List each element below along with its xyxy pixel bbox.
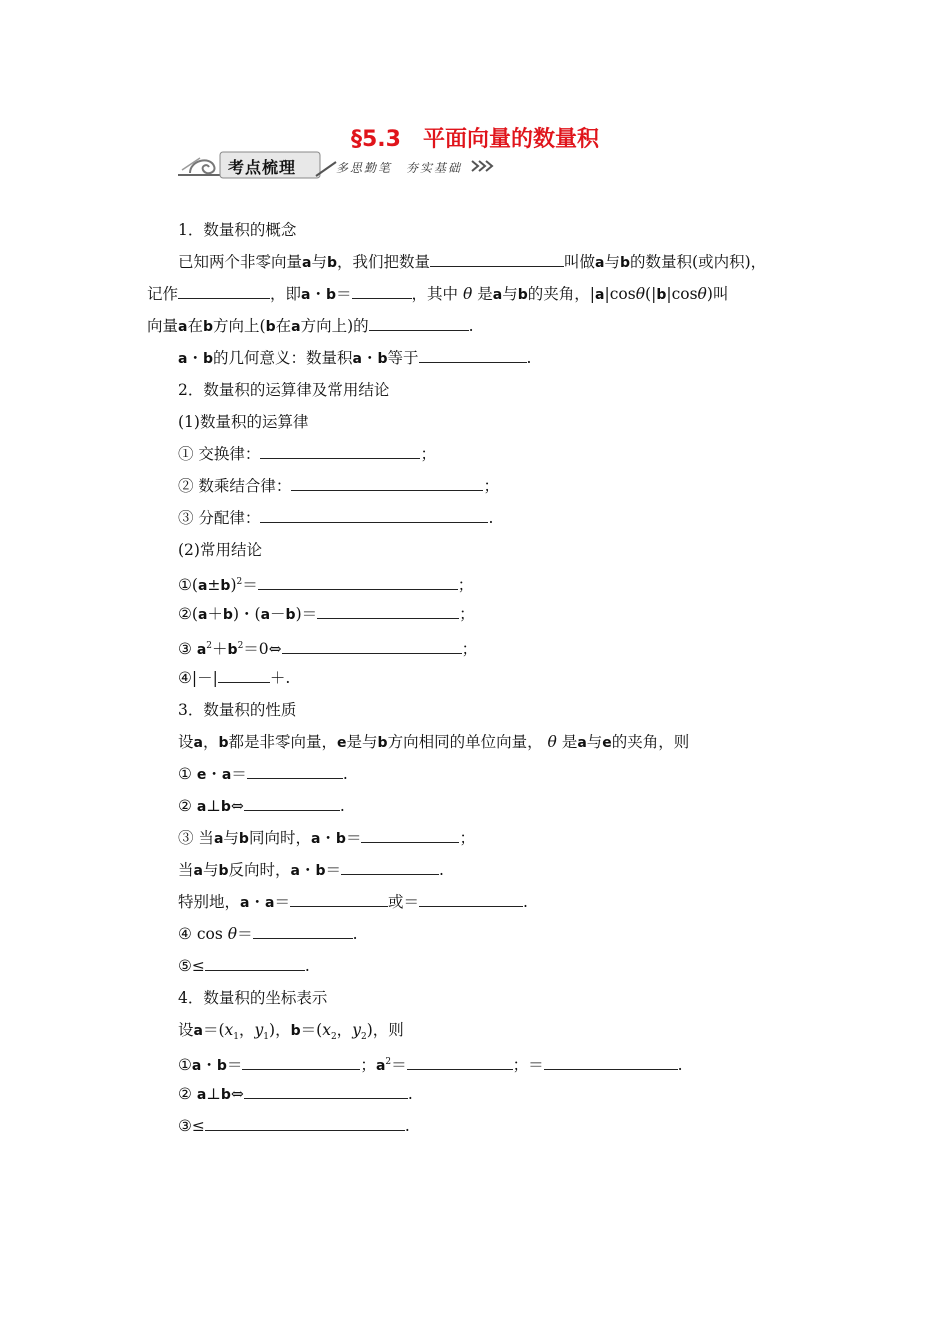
s3-p3-reverse	[178, 860, 444, 881]
blank-field	[253, 924, 353, 939]
text-segment: ② 数乘结合律：	[178, 477, 292, 495]
text-segment: a	[178, 319, 188, 335]
s1-heading: 1．数量积的概念	[178, 221, 297, 239]
blank-field	[430, 252, 564, 267]
text-segment: x	[224, 1021, 234, 1039]
text-segment: ③ 分配律：	[178, 509, 261, 527]
text-segment: 的数量积(或内积)，	[630, 253, 767, 271]
blank-field	[260, 508, 488, 523]
text-segment: b	[326, 255, 338, 271]
s2-law2	[178, 476, 499, 496]
text-segment: ；＝	[512, 1056, 544, 1075]
text-segment: ；	[459, 829, 475, 847]
text-segment: ⊥	[206, 1085, 221, 1103]
text-segment: 设	[178, 1021, 194, 1039]
text-segment: ＋	[207, 605, 223, 623]
text-segment: )＝	[295, 605, 318, 623]
blank-field	[544, 1055, 678, 1070]
text-segment: 与	[202, 861, 219, 879]
text-segment: b	[285, 607, 296, 623]
s1-line4	[178, 348, 531, 369]
blank-field	[260, 444, 420, 459]
text-segment: .	[468, 317, 474, 335]
text-segment: b	[377, 735, 388, 751]
text-segment: .	[522, 893, 528, 911]
text-segment: ；	[461, 640, 478, 659]
text-segment: ・	[206, 765, 222, 783]
text-segment: a	[193, 1023, 203, 1039]
text-segment: )・(	[232, 605, 261, 623]
blank-field	[317, 604, 459, 619]
text-segment: ；	[360, 1056, 376, 1075]
text-segment: ③ 当	[178, 829, 214, 847]
s2-sub2: (2)常用结论	[178, 541, 262, 559]
s1-line2	[147, 284, 728, 305]
text-segment: a	[291, 319, 301, 335]
text-segment: ＝	[391, 1056, 407, 1075]
text-segment: b	[290, 1023, 301, 1039]
text-segment: )，则	[366, 1021, 404, 1039]
text-segment: 是	[561, 733, 578, 751]
text-segment: 的夹角，|	[527, 285, 596, 303]
text-segment: ・	[361, 349, 378, 367]
text-segment: ・	[310, 285, 326, 303]
page-title: §5.3 平面向量的数量积	[351, 127, 599, 152]
text-segment: a	[213, 831, 224, 847]
blank-field	[242, 1055, 360, 1070]
text-segment: b	[620, 255, 631, 271]
text-segment: ①	[178, 1056, 192, 1075]
banner-label: 考点梳理	[228, 158, 297, 177]
text-segment: 是与	[346, 733, 378, 751]
text-segment: ，即	[270, 285, 302, 303]
text-segment: ，其中	[411, 285, 459, 303]
text-segment: ・	[320, 829, 336, 847]
blank-field	[244, 1084, 408, 1099]
blank-field	[419, 348, 527, 363]
text-segment: ⊥	[206, 797, 221, 815]
text-segment: a	[492, 287, 503, 303]
text-segment: ＝	[237, 925, 253, 943]
text-segment: a	[595, 255, 605, 271]
text-segment: 在	[275, 317, 292, 335]
text-segment: 1	[263, 1032, 270, 1043]
text-segment: b	[238, 831, 249, 847]
s1-line1	[178, 252, 766, 273]
text-segment: b	[222, 607, 233, 623]
text-segment: ・	[249, 893, 265, 911]
text-segment: ①(	[178, 576, 198, 595]
section-banner	[176, 148, 506, 182]
text-segment: e	[602, 735, 612, 751]
text-segment: a	[196, 1087, 207, 1103]
text-segment: a	[196, 799, 207, 815]
text-segment: ⇔	[230, 797, 244, 815]
text-segment: a	[260, 607, 271, 623]
text-segment: ②	[178, 1085, 197, 1103]
s3-p3	[178, 828, 475, 849]
text-segment: 2	[206, 641, 213, 651]
blank-field	[205, 1116, 405, 1131]
text-segment: a	[191, 1058, 202, 1075]
text-segment: b	[218, 863, 229, 879]
text-segment: a	[290, 863, 300, 879]
text-segment: ・	[201, 1056, 217, 1075]
text-segment: 2	[237, 641, 244, 651]
text-segment: 的夹角，则	[611, 733, 690, 751]
text-segment: 方向上(	[213, 317, 266, 335]
s2-c4	[178, 668, 290, 688]
text-segment: ＝(	[300, 1021, 323, 1039]
text-segment: ＋	[212, 640, 228, 659]
text-segment: 2	[236, 577, 243, 587]
s4-heading: 4．数量积的坐标表示	[178, 989, 328, 1007]
text-segment: e	[337, 735, 347, 751]
text-segment: b	[220, 1087, 231, 1103]
text-segment: ；	[457, 576, 474, 595]
text-segment: b	[216, 1058, 227, 1075]
text-segment: 与	[311, 253, 327, 271]
text-segment: b	[315, 863, 326, 879]
text-segment: a	[577, 735, 587, 751]
text-segment: )，	[269, 1021, 291, 1039]
text-segment: 是	[477, 285, 493, 303]
text-segment: ±	[207, 576, 221, 595]
blank-field	[369, 316, 469, 331]
text-segment: θ	[227, 925, 238, 943]
s3-intro	[178, 732, 689, 753]
text-segment: b	[218, 735, 229, 751]
text-segment: θ	[635, 285, 646, 303]
text-segment: b	[202, 351, 213, 367]
text-segment: a	[302, 255, 312, 271]
text-segment: 特别地，	[178, 893, 241, 911]
s2-sub1: (1)数量积的运算律	[178, 413, 309, 431]
text-segment: .	[407, 1085, 413, 1103]
text-segment: a	[595, 287, 605, 303]
text-segment: 当	[178, 861, 194, 879]
text-segment: b	[220, 578, 231, 595]
text-segment: ＝	[336, 285, 352, 303]
s3-heading: 3．数量积的性质	[178, 701, 297, 719]
text-segment: ③≤	[178, 1117, 205, 1135]
text-segment: e	[196, 767, 207, 783]
text-segment: θ	[463, 285, 473, 303]
blank-field	[419, 892, 523, 907]
text-segment: 记作	[147, 285, 179, 303]
s1-line3	[147, 316, 474, 337]
text-segment: 同向时，	[248, 829, 311, 847]
text-segment: ，	[202, 733, 219, 751]
text-segment: 叫做	[564, 253, 596, 271]
text-segment: 2	[360, 1032, 367, 1043]
text-segment: ①	[178, 765, 197, 783]
text-segment: a	[301, 287, 311, 303]
blank-field	[341, 860, 439, 875]
text-segment: |cos	[604, 285, 636, 303]
text-segment: )叫	[706, 285, 729, 303]
text-segment: 2	[385, 1057, 392, 1067]
text-segment: ③	[178, 640, 197, 659]
text-segment: b	[335, 831, 346, 847]
text-segment: )	[230, 576, 237, 595]
s4-intro	[178, 1020, 404, 1047]
text-segment: －	[270, 605, 286, 623]
blank-field	[352, 284, 412, 299]
text-segment: 2	[330, 1032, 337, 1043]
text-segment: ；	[420, 445, 436, 463]
text-segment: .	[342, 765, 348, 783]
text-segment: θ	[547, 733, 557, 751]
s2-heading: 2．数量积的运算律及常用结论	[178, 381, 390, 399]
text-segment: ＋.	[269, 669, 291, 687]
text-segment: a	[375, 1058, 386, 1075]
text-segment: b	[220, 799, 231, 815]
blank-field	[218, 668, 270, 683]
text-segment: .	[526, 349, 532, 367]
text-segment: a	[193, 735, 203, 751]
text-segment: 与	[604, 253, 621, 271]
text-segment: ⑤≤	[178, 957, 205, 975]
s3-p5	[178, 956, 310, 976]
text-segment: θ	[697, 285, 707, 303]
banner-slogan: 多思勤笔 夯实基础	[336, 161, 463, 175]
text-segment: b	[202, 319, 214, 335]
text-segment: ＝	[226, 1056, 243, 1075]
text-segment: b	[227, 642, 238, 659]
text-segment: a	[352, 351, 362, 367]
text-segment: .	[304, 957, 310, 975]
text-segment: ＝	[231, 765, 247, 783]
text-segment: a	[196, 642, 207, 659]
text-segment: ，	[239, 1021, 255, 1039]
text-segment: a	[197, 578, 208, 595]
s2-c1	[178, 572, 473, 596]
text-segment: ＝0⇔	[243, 640, 282, 659]
text-segment: 方向相同的单位向量，	[387, 733, 543, 751]
text-segment: y	[352, 1021, 361, 1039]
text-segment: b	[326, 287, 337, 303]
text-segment: ，我们把数量	[337, 253, 431, 271]
blank-field	[205, 956, 305, 971]
s4-p1	[178, 1052, 683, 1076]
blank-field	[282, 639, 462, 654]
text-segment: a	[178, 351, 188, 367]
s2-law3	[178, 508, 493, 528]
blank-field	[244, 796, 340, 811]
s3-p2	[178, 796, 345, 817]
text-segment: b	[265, 319, 276, 335]
blank-field	[290, 892, 388, 907]
text-segment: 与	[502, 285, 518, 303]
text-segment: ① 交换律：	[178, 445, 261, 463]
text-segment: 1	[233, 1032, 240, 1043]
text-segment: 方向上)的	[300, 317, 369, 335]
text-segment: 等于	[387, 349, 419, 367]
text-segment: ・	[187, 349, 203, 367]
text-segment: .	[488, 509, 494, 527]
text-segment: a	[193, 863, 203, 879]
text-segment: ；	[483, 477, 499, 495]
text-segment: a	[221, 767, 232, 783]
s3-p1	[178, 764, 348, 785]
blank-field	[407, 1055, 513, 1070]
text-segment: .	[339, 797, 345, 815]
s3-p3-special	[178, 892, 528, 913]
text-segment: ④|－|	[178, 669, 218, 687]
text-segment: 与	[586, 733, 603, 751]
text-segment: ・	[299, 861, 316, 879]
s2-law1	[178, 444, 436, 464]
text-segment: ②	[178, 797, 197, 815]
text-segment: a	[264, 895, 275, 911]
text-segment: 在	[187, 317, 203, 335]
text-segment: x	[322, 1021, 331, 1039]
s2-c3	[178, 636, 477, 660]
s2-c2	[178, 604, 475, 625]
text-segment: a	[240, 895, 250, 911]
text-segment: y	[254, 1021, 264, 1039]
blank-field	[361, 828, 459, 843]
text-segment: ＝	[274, 893, 290, 911]
text-segment: b	[656, 287, 667, 303]
text-segment: b	[377, 351, 388, 367]
s4-p3	[178, 1116, 410, 1136]
text-segment: ＝(	[202, 1021, 225, 1039]
text-segment: |cos	[666, 285, 698, 303]
text-segment: ＝	[345, 829, 362, 847]
blank-field	[178, 284, 270, 299]
text-segment: ④ cos	[178, 925, 223, 943]
text-segment: 的几何意义：数量积	[213, 349, 353, 367]
s4-p2	[178, 1084, 413, 1105]
blank-field	[247, 764, 343, 779]
text-segment: a	[310, 831, 321, 847]
text-segment: ＝	[325, 861, 342, 879]
text-segment: 或＝	[387, 893, 419, 911]
text-segment: (|	[645, 285, 657, 303]
blank-field	[291, 476, 483, 491]
text-segment: 都是非零向量，	[228, 733, 338, 751]
text-segment: 已知两个非零向量	[178, 253, 303, 271]
text-segment: 设	[178, 733, 194, 751]
text-segment: ，	[336, 1021, 353, 1039]
text-segment: .	[352, 925, 358, 943]
text-segment: .	[439, 861, 444, 879]
text-segment: ⇔	[230, 1085, 244, 1103]
text-segment: b	[517, 287, 528, 303]
blank-field	[258, 575, 458, 590]
text-segment: ；	[459, 605, 475, 623]
text-segment: ②(	[178, 605, 198, 623]
text-segment: .	[404, 1117, 410, 1135]
text-segment: ＝	[242, 576, 258, 595]
s3-p4	[178, 924, 358, 944]
text-segment: .	[677, 1056, 683, 1075]
text-segment: 与	[223, 829, 239, 847]
text-segment: 反向时，	[228, 861, 291, 879]
text-segment: a	[197, 607, 208, 623]
text-segment: 向量	[147, 317, 179, 335]
